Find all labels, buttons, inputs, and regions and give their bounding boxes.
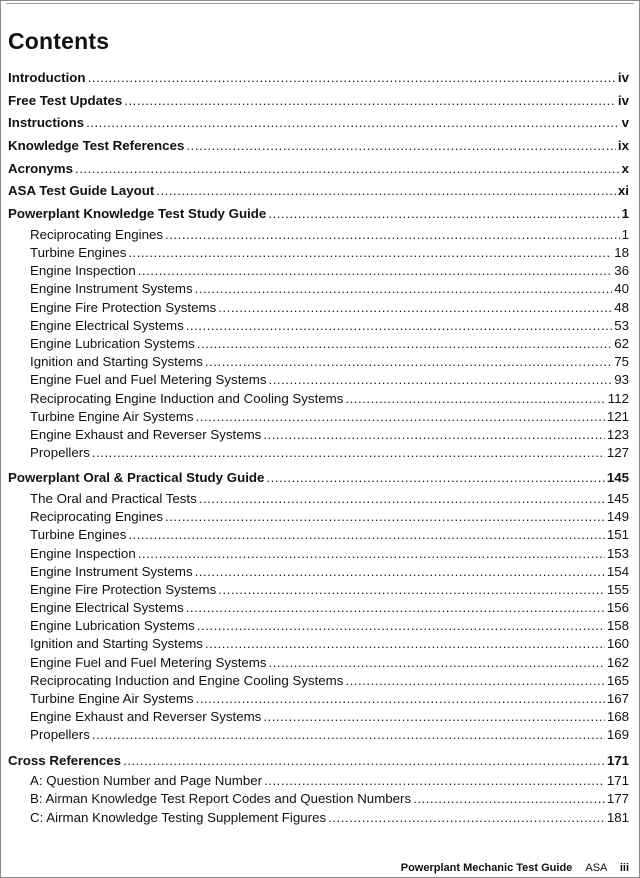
toc-entry-label: Engine Exhaust and Reverser Systems [30, 426, 262, 442]
toc-entry-page-number: 158 [606, 618, 629, 634]
dot-leader [75, 158, 620, 181]
toc-subsection-entry[interactable] [8, 563, 629, 581]
dot-leader [92, 444, 605, 462]
dot-leader [345, 390, 605, 408]
dot-leader [196, 690, 605, 708]
dot-leader [195, 563, 605, 581]
toc-entry-page-number: 62 [614, 335, 629, 351]
toc-section-entry[interactable] [8, 135, 629, 158]
toc-entry-label: B: Airman Knowledge Test Report Codes and Question Numbers [30, 791, 412, 807]
toc-entry-page-number: x [621, 160, 629, 176]
toc-section-entry[interactable] [8, 112, 629, 135]
toc-section-entry[interactable] [8, 158, 629, 181]
toc-subsection-entry[interactable] [8, 390, 629, 408]
toc-subsection-entry[interactable] [8, 353, 629, 371]
dot-leader [138, 262, 612, 280]
toc-subsection-entry[interactable] [8, 635, 629, 653]
toc-entry-page-number: 18 [614, 245, 629, 260]
toc-subsection-entry[interactable] [8, 408, 629, 426]
toc-subsection-entry[interactable] [8, 708, 629, 726]
dot-leader [86, 112, 620, 135]
toc-entry-page-number: 167 [606, 691, 629, 706]
toc-entry-page-number: 181 [606, 809, 629, 825]
dot-leader [266, 467, 604, 490]
toc-subsection-entry[interactable] [8, 299, 629, 317]
toc-entry-page-number: iv [617, 70, 629, 85]
dot-leader [269, 371, 613, 389]
toc-entry-label: Cross References [8, 752, 122, 768]
toc-section-entry[interactable] [8, 180, 629, 203]
toc-entry-page-number: 171 [606, 752, 629, 768]
toc-entry-page-number: 123 [606, 426, 629, 442]
dot-leader [413, 790, 605, 808]
toc-entry-label: Engine Electrical Systems [30, 317, 184, 333]
toc-entry-label: Instructions [8, 115, 85, 131]
toc-entry-label: Engine Lubrication Systems [30, 335, 195, 351]
toc-subsection-entry[interactable] [8, 280, 629, 298]
toc-section-entry[interactable] [8, 67, 629, 90]
dot-leader [199, 490, 605, 508]
toc-entry-label: Propellers [30, 445, 90, 461]
toc-section-entry[interactable] [8, 203, 629, 226]
toc-entry-page-number: 155 [606, 581, 629, 597]
toc-entry-label: Powerplant Knowledge Test Study Guide [8, 206, 267, 222]
toc-subsection-entry[interactable] [8, 262, 629, 280]
dot-leader [124, 90, 616, 113]
toc-entry-label: Ignition and Starting Systems [30, 636, 203, 652]
toc-subsection-entry[interactable] [8, 772, 629, 790]
toc-entry-page-number: 121 [606, 408, 629, 424]
toc-entry-page-number: 75 [614, 354, 629, 370]
toc-subsection-entry[interactable] [8, 244, 629, 262]
toc-entry-label: Introduction [8, 70, 86, 85]
dot-leader [264, 772, 605, 790]
toc-entry-label: Reciprocating Engines [30, 509, 164, 525]
dot-leader [269, 654, 605, 672]
toc-entry-page-number: 145 [606, 470, 629, 486]
toc-entry-label: ASA Test Guide Layout [8, 183, 155, 199]
toc-subsection-entry[interactable] [8, 581, 629, 599]
toc-subsection-entry[interactable] [8, 790, 629, 808]
toc-entry-label: Engine Instrument Systems [30, 563, 193, 579]
toc-entry-page-number: 151 [606, 527, 629, 543]
dot-leader [263, 426, 604, 444]
toc-entry-page-number: 53 [614, 317, 629, 333]
toc-entry-label: Engine Inspection [30, 263, 136, 279]
dot-leader [263, 708, 604, 726]
dot-leader [218, 581, 605, 599]
toc-subsection-entry[interactable] [8, 654, 629, 672]
dot-leader [218, 299, 612, 317]
dot-leader [197, 617, 605, 635]
dot-leader [268, 203, 619, 226]
toc-entry-page-number: 171 [606, 773, 629, 789]
dot-leader [345, 672, 604, 690]
toc-entry-label: The Oral and Practical Tests [30, 490, 197, 506]
dot-leader [196, 408, 605, 426]
toc-entry-label: Engine Inspection [30, 545, 136, 561]
toc-subsection-entry[interactable] [8, 672, 629, 690]
toc-entry-page-number: 165 [606, 672, 629, 688]
toc-section-entry[interactable] [8, 750, 629, 773]
dot-leader [186, 317, 612, 335]
dot-leader [205, 353, 612, 371]
toc-entry-label: Turbine Engine Air Systems [30, 408, 194, 424]
top-rule [6, 3, 634, 4]
toc-entry-page-number: 168 [606, 709, 629, 725]
dot-leader [123, 750, 605, 773]
toc-entry-label: Engine Electrical Systems [30, 600, 184, 616]
toc-entry-label: Acronyms [8, 160, 74, 176]
toc-subsection-entry[interactable] [8, 526, 629, 544]
toc-entry-label: Reciprocating Induction and Engine Cooling Systems [30, 672, 344, 688]
toc-entry-label: Reciprocating Engines [30, 226, 164, 242]
toc-entry-label: Reciprocating Engine Induction and Cooling Systems [30, 390, 344, 406]
toc-section-entry[interactable] [8, 467, 629, 490]
toc-entry-label: Powerplant Oral & Practical Study Guide [8, 470, 265, 486]
toc-entry-label: Turbine Engines [30, 245, 127, 260]
table-of-contents [8, 67, 629, 827]
dot-leader [186, 599, 605, 617]
toc-entry-label: Free Test Updates [8, 92, 123, 108]
toc-entry-page-number: v [621, 115, 629, 131]
toc-entry-label: Ignition and Starting Systems [30, 354, 203, 370]
toc-entry-page-number: 93 [614, 372, 629, 388]
dot-leader [328, 809, 605, 827]
toc-entry-label: Engine Instrument Systems [30, 281, 193, 297]
toc-entry-label: Turbine Engine Air Systems [30, 691, 194, 706]
toc-subsection-entry[interactable] [8, 508, 629, 526]
footer-publisher: ASA [585, 862, 607, 874]
dot-leader [195, 280, 613, 298]
toc-entry-label: Engine Fire Protection Systems [30, 299, 217, 315]
toc-subsection-entry[interactable] [8, 545, 629, 563]
page-title: Contents [8, 28, 110, 54]
dot-leader [156, 180, 616, 203]
toc-entry-page-number: 127 [606, 445, 629, 461]
page-footer [401, 862, 629, 874]
toc-subsection-entry[interactable] [8, 335, 629, 353]
footer-book-title: Powerplant Mechanic Test Guide [400, 862, 573, 874]
toc-entry-label: Engine Fuel and Fuel Metering Systems [30, 654, 267, 670]
toc-entry-page-number: 160 [606, 636, 629, 652]
toc-entry-label: Knowledge Test References [8, 138, 185, 154]
toc-entry-page-number: 154 [606, 563, 629, 579]
toc-entry-page-number: iv [617, 92, 629, 108]
dot-leader [138, 545, 605, 563]
toc-entry-label: A: Question Number and Page Number [30, 773, 263, 789]
toc-subsection-entry[interactable] [8, 690, 629, 708]
toc-subsection-entry[interactable] [8, 599, 629, 617]
toc-subsection-entry[interactable] [8, 617, 629, 635]
toc-entry-page-number: 145 [606, 490, 629, 506]
toc-subsection-entry[interactable] [8, 371, 629, 389]
toc-subsection-entry[interactable] [8, 444, 629, 462]
toc-entry-label: Engine Fuel and Fuel Metering Systems [30, 372, 267, 388]
toc-entry-page-number: xi [617, 183, 629, 199]
toc-entry-page-number: 169 [606, 727, 629, 743]
toc-subsection-entry[interactable] [8, 226, 629, 244]
dot-leader [92, 726, 605, 744]
toc-subsection-entry[interactable] [8, 726, 629, 744]
dot-leader [128, 244, 612, 262]
toc-entry-page-number: 156 [606, 600, 629, 616]
toc-entry-label: Engine Lubrication Systems [30, 618, 195, 634]
toc-entry-label: C: Airman Knowledge Testing Supplement Figures [30, 809, 327, 825]
toc-entry-page-number: 1 [621, 206, 629, 222]
toc-subsection-entry[interactable] [8, 317, 629, 335]
toc-entry-page-number: ix [617, 138, 629, 154]
toc-entry-page-number: 153 [606, 545, 629, 561]
toc-entry-page-number: 177 [606, 791, 629, 807]
toc-entry-page-number: 149 [606, 509, 629, 525]
dot-leader [186, 135, 616, 158]
toc-subsection-entry[interactable] [8, 426, 629, 444]
toc-subsection-entry[interactable] [8, 809, 629, 827]
toc-section-entry[interactable] [8, 90, 629, 113]
dot-leader [205, 635, 605, 653]
toc-entry-label: Propellers [30, 727, 90, 743]
toc-entry-page-number: 1 [621, 226, 629, 242]
dot-leader [165, 508, 605, 526]
toc-entry-page-number: 48 [614, 299, 629, 315]
footer-page-number: iii [619, 862, 629, 874]
dot-leader [128, 526, 604, 544]
toc-entry-label: Engine Fire Protection Systems [30, 581, 217, 597]
toc-entry-page-number: 40 [614, 281, 629, 297]
dot-leader [88, 67, 616, 90]
toc-entry-page-number: 112 [607, 390, 629, 406]
toc-entry-page-number: 36 [614, 263, 629, 279]
toc-subsection-entry[interactable] [8, 490, 629, 508]
dot-leader [165, 226, 620, 244]
toc-entry-label: Engine Exhaust and Reverser Systems [30, 709, 262, 725]
toc-entry-page-number: 162 [606, 654, 629, 670]
toc-entry-label: Turbine Engines [30, 527, 127, 543]
dot-leader [197, 335, 612, 353]
